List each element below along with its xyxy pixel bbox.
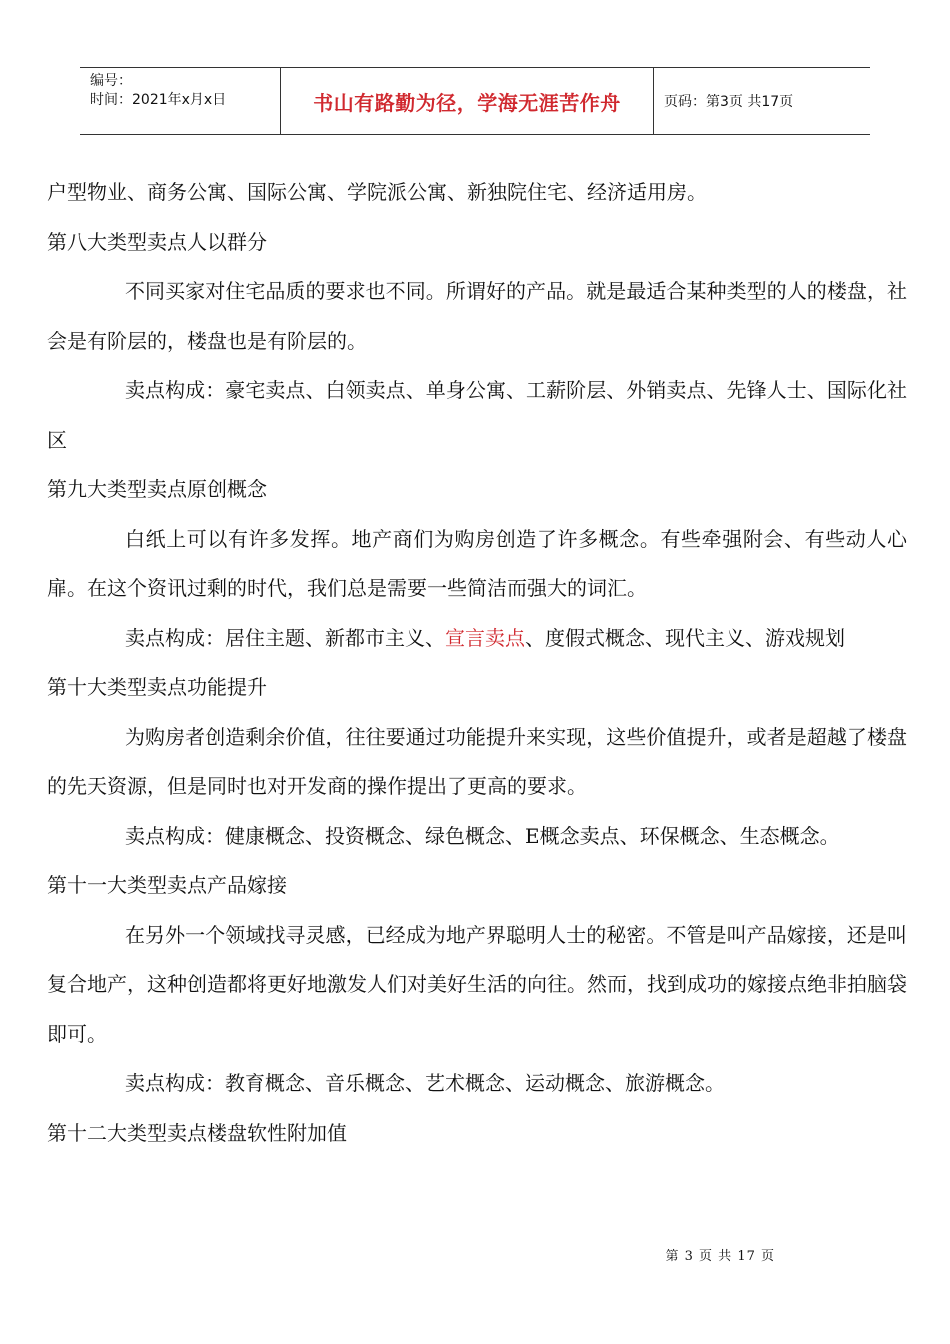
header-time-label: 时间：2021年x月x日 <box>90 92 227 108</box>
document-body <box>47 168 907 1158</box>
paragraph: 在另外一个领域找寻灵感，已经成为地产界聪明人士的秘密。不管是叫产品嫁接，还是叫复合地产，这种创造都将更好地激发人们对美好生活的向往。然而，找到成功的嫁接点绝非拍脑袋即可。 <box>47 922 907 1046</box>
paragraph <box>47 614 907 664</box>
section-heading: 第九大类型卖点原创概念 <box>47 477 267 501</box>
text-span: 、度假式概念、现代主义、游戏规划 <box>525 625 845 650</box>
page-footer: 第 3 页 共 17 页 <box>665 1249 775 1264</box>
header-motto: 书山有路勤为径，学海无涯苦作舟 <box>281 68 654 134</box>
paragraph: 白纸上可以有许多发挥。地产商们为购房创造了许多概念。有些牵强附会、有些动人心扉。在这个资讯过剩的时代，我们总是需要一些简洁而强大的词汇。 <box>47 526 907 600</box>
page-header <box>80 67 870 135</box>
section-heading: 第十一大类型卖点产品嫁接 <box>47 873 287 897</box>
text-span: 卖点构成：居住主题、新都市主义、 <box>125 625 445 650</box>
section-heading: 第十二大类型卖点楼盘软性附加值 <box>47 1120 347 1145</box>
header-code-label: 编号： <box>90 73 132 89</box>
paragraph: 不同买家对住宅品质的要求也不同。所谓好的产品。就是最适合某种类型的人的楼盘，社会是有阶层的，楼盘也是有阶层的。 <box>47 279 907 353</box>
paragraph: 卖点构成：教育概念、音乐概念、艺术概念、运动概念、旅游概念。 <box>125 1071 725 1095</box>
section-heading: 第八大类型卖点人以群分 <box>47 229 267 254</box>
section-heading: 第十大类型卖点功能提升 <box>47 675 267 699</box>
paragraph: 为购房者创造剩余价值，往往要通过功能提升来实现，这些价值提升，或者是超越了楼盘的先天资源，但是同时也对开发商的操作提出了更高的要求。 <box>47 724 907 798</box>
header-meta <box>80 68 281 134</box>
highlighted-text: 宣言卖点 <box>445 625 525 650</box>
paragraph: 卖点构成：健康概念、投资概念、绿色概念、E概念卖点、环保概念、生态概念。 <box>125 823 840 848</box>
paragraph: 卖点构成：豪宅卖点、白领卖点、单身公寓、工薪阶层、外销卖点、先锋人士、国际化社区 <box>47 378 907 452</box>
paragraph: 户型物业、商务公寓、国际公寓、学院派公寓、新独院住宅、经济适用房。 <box>47 180 707 204</box>
header-page-info: 页码：第3页 共17页 <box>664 94 794 110</box>
